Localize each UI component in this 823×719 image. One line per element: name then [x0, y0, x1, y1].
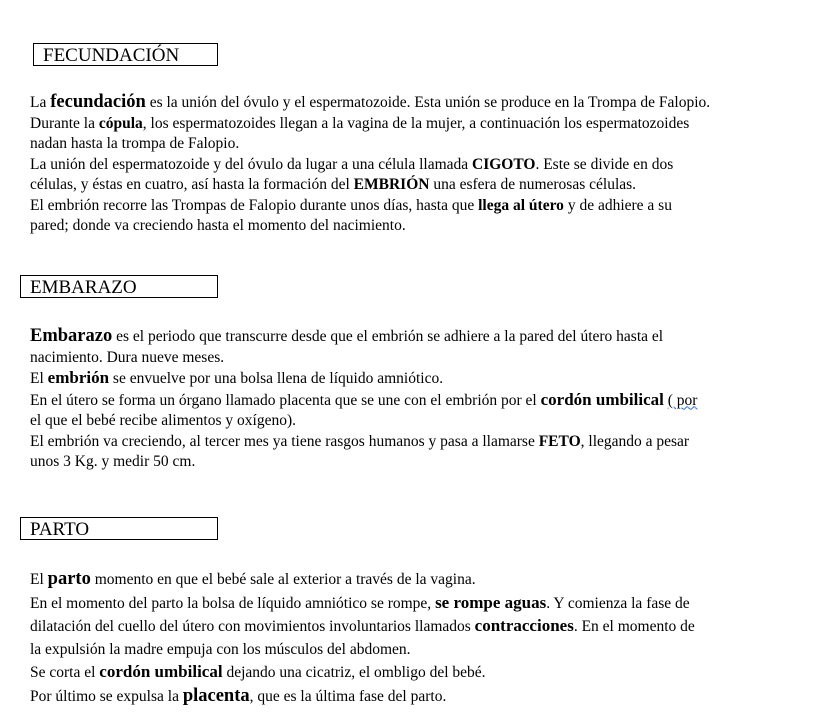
text: . Este se divide en dos: [535, 155, 674, 173]
text-line: la expulsión la madre empuja con los músculos del abdomen.: [30, 640, 411, 658]
term-embrion: embrión: [47, 368, 110, 387]
text: se envuelve por una bolsa llena de líquido amniótico.: [109, 370, 444, 387]
term-fecundacion: fecundación: [50, 92, 146, 112]
text: es el periodo que transcurre desde que el embrión se adhiere a la pared del útero hasta el: [112, 328, 664, 345]
text: Por último se expulsa la: [30, 687, 183, 705]
text-line: [30, 568, 695, 592]
term-se-rompe-aguas: se rompe aguas: [435, 592, 547, 612]
text: ( por: [667, 391, 698, 409]
text: Se corta el: [30, 664, 100, 681]
text: una esfera de numerosas células.: [429, 176, 637, 193]
text-line: el que el bebé recibe alimentos y oxígeno).: [30, 412, 296, 429]
text: . Y comienza la fase de: [546, 594, 690, 612]
text-line: unos 3 Kg. y medir 50 cm.: [30, 453, 196, 470]
text-line: [30, 175, 710, 196]
text-line: [30, 92, 710, 114]
text: En el útero se forma un órgano llamado placenta que se une con el embrión por el: [30, 391, 541, 409]
text: El: [30, 370, 48, 387]
text: , que es la última fase del parto.: [249, 687, 447, 705]
paragraph-embarazo: [30, 326, 697, 473]
term-contracciones: contracciones: [474, 616, 574, 635]
term-llega-al-utero: llega al útero: [478, 196, 564, 214]
term-copula: cópula: [98, 114, 143, 132]
text-line: pared; donde va creciendo hasta el momento del nacimiento.: [30, 217, 406, 234]
text-line: nadan hasta la trompa de Falopio.: [30, 135, 240, 152]
text: La unión del espermatozoide y del óvulo da lugar a una célula llamada: [30, 155, 473, 173]
paragraph-parto: [30, 568, 695, 708]
text: y de adhiere a su: [563, 196, 672, 214]
text-line: [30, 114, 710, 135]
text-line: [30, 326, 697, 348]
term-embarazo: Embarazo: [30, 326, 113, 346]
text-line: [30, 685, 695, 709]
text-line: [30, 432, 697, 453]
text: dilatación del cuello del útero con movimientos involuntarios llamados: [30, 618, 475, 635]
heading-parto: PARTO: [20, 517, 218, 540]
text-line: [30, 661, 695, 685]
text-line: nacimiento. Dura nueve meses.: [30, 348, 225, 366]
text: momento en que el bebé sale al exterior a través de la vagina.: [90, 571, 476, 588]
text: células, y éstas en cuatro, así hasta la formación del: [30, 176, 354, 193]
text-line: [30, 390, 697, 412]
term-parto: parto: [47, 569, 91, 589]
term-cigoto: CIGOTO: [472, 155, 536, 173]
term-cordon-umbilical: cordón umbilical: [99, 662, 223, 681]
text-line: [30, 592, 695, 616]
term-feto: FETO: [538, 432, 581, 450]
text: dejando una cicatriz, el ombligo del bebé.: [222, 664, 486, 681]
text: , llegando a pesar: [580, 432, 690, 450]
paragraph-fecundacion: [30, 92, 710, 237]
term-embrion: EMBRIÓN: [353, 176, 430, 193]
heading-embarazo: EMBARAZO: [20, 275, 218, 298]
term-cordon-umbilical: cordón umbilical: [540, 389, 664, 409]
text: El embrión va creciendo, al tercer mes ya tiene rasgos humanos y pasa a llamarse: [30, 432, 539, 450]
text: El: [30, 571, 48, 588]
text: , los espermatozoides llegan a la vagina de la mujer, a continuación los espermatozoides: [142, 114, 690, 132]
heading-fecundacion: FECUNDACIÓN: [33, 43, 218, 66]
text-line: [30, 196, 710, 217]
text: . En el momento de: [573, 618, 695, 635]
text-line: [30, 615, 695, 639]
text: La: [30, 94, 51, 111]
text: El embrión recorre las Trompas de Falopio durante unos días, hasta que: [30, 196, 479, 214]
text: En el momento del parto la bolsa de líquido amniótico se rompe,: [30, 594, 436, 612]
text-line: [30, 155, 710, 176]
text: es la unión del óvulo y el espermatozoide. Esta unión se produce en la Trompa de Falopio.: [145, 94, 711, 111]
text: Durante la: [30, 114, 99, 132]
text-line: [30, 368, 697, 390]
term-placenta: placenta: [182, 685, 250, 706]
